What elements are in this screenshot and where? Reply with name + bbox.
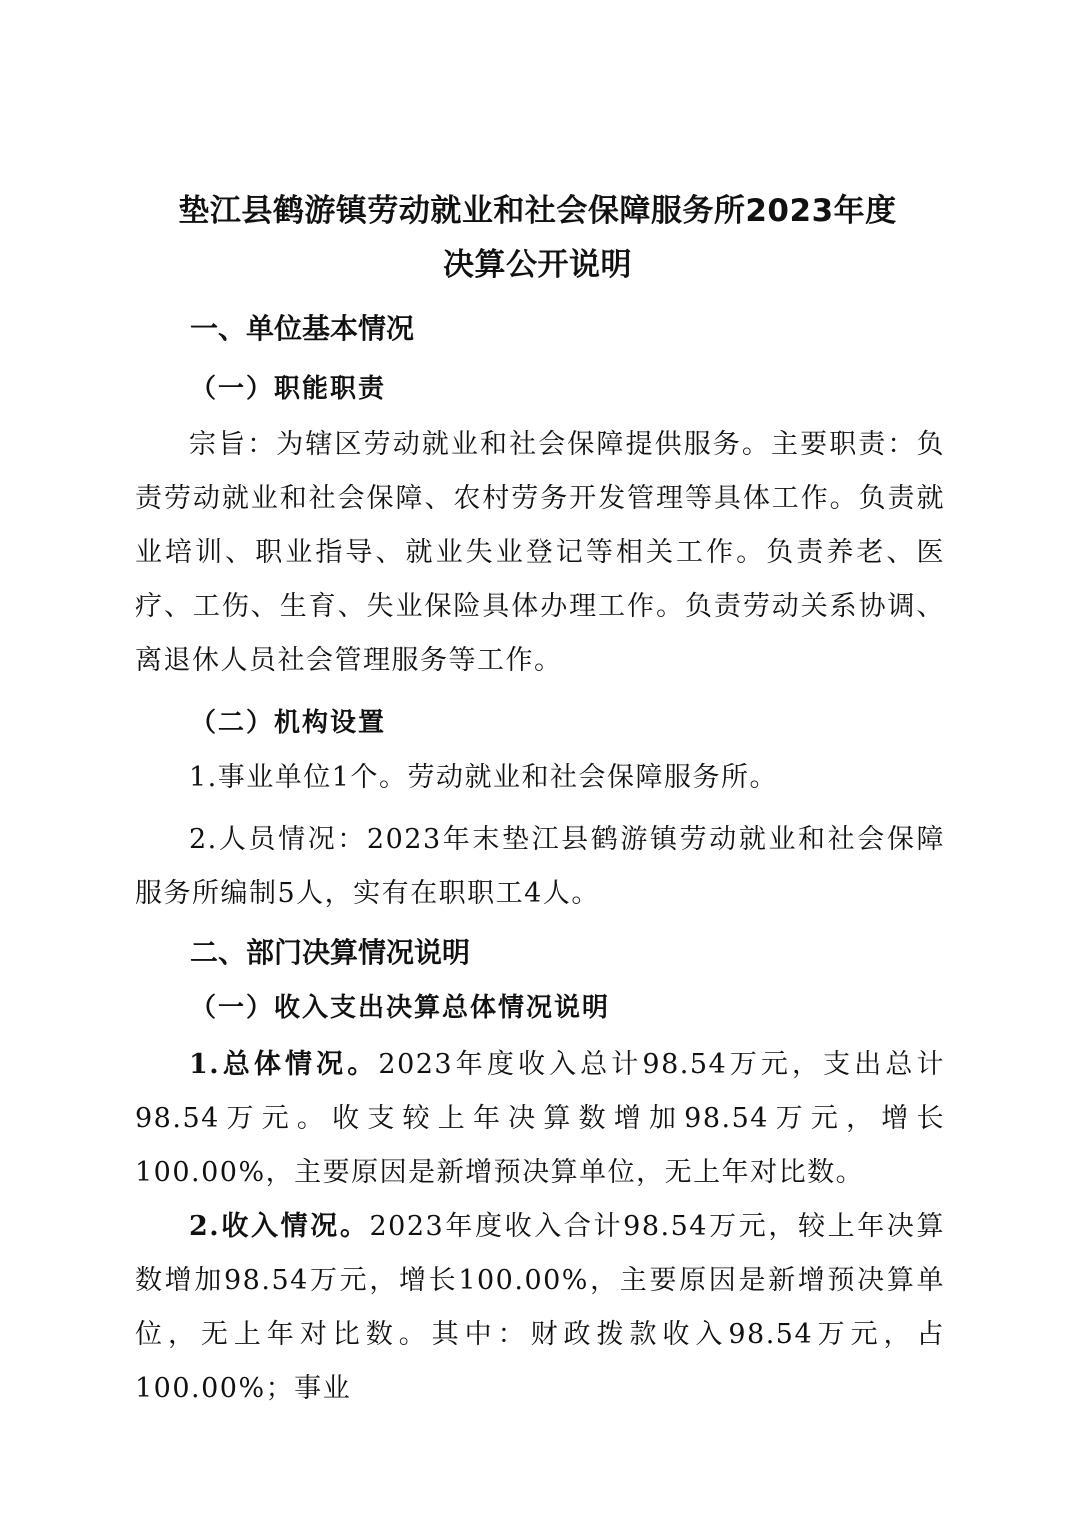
document-title-line-1: 垫江县鹤游镇劳动就业和社会保障服务所2023年度 (178, 193, 897, 229)
income-situation-paragraph (135, 1200, 945, 1416)
section-2-sub-1-heading: （一）收入支出决算总体情况说明 (190, 993, 611, 1023)
income-situation-text: 2023年度收入合计98.54万元，较上年决算数增加98.54万元，增长100.00%，主要原因是新增预决算单位，无上年对比数。其中：财政拨款收入98.54万元，占100.00%；事业 (135, 1211, 946, 1404)
overall-situation-text: 2023年度收入总计98.54万元，支出总计98.54万元。收支较上年决算数增加98.54万元，增长100.00%，主要原因是新增预决算单位，无上年对比数。 (135, 1049, 946, 1188)
overall-situation-lead: 1.总体情况。 (189, 1049, 379, 1080)
document-title-line-2: 决算公开说明 (443, 247, 632, 283)
section-1-heading: 一、单位基本情况 (190, 312, 415, 345)
section-2-heading: 二、部门决算情况说明 (190, 936, 471, 969)
section-1-sub-2-heading: （二）机构设置 (190, 708, 387, 738)
income-situation-lead: 2.收入情况。 (189, 1211, 370, 1242)
staffing-paragraph: 2.人员情况：2023年末垫江县鹤游镇劳动就业和社会保障服务所编制5人，实有在职职工4人。 (135, 824, 945, 909)
duties-paragraph: 宗旨：为辖区劳动就业和社会保障提供服务。主要职责：负责劳动就业和社会保障、农村劳务开发管理等具体工作。负责就业培训、职业指导、就业失业登记等相关工作。负责养老、医疗、工伤、生育、失业保险具体办理工作。负责劳动关系协调、离退休人员社会管理服务等工作。 (135, 429, 945, 676)
organization-paragraph: 1.事业单位1个。劳动就业和社会保障服务所。 (189, 762, 778, 793)
section-1-sub-1-heading: （一）职能职责 (190, 374, 387, 404)
overall-situation-paragraph (135, 1038, 945, 1200)
